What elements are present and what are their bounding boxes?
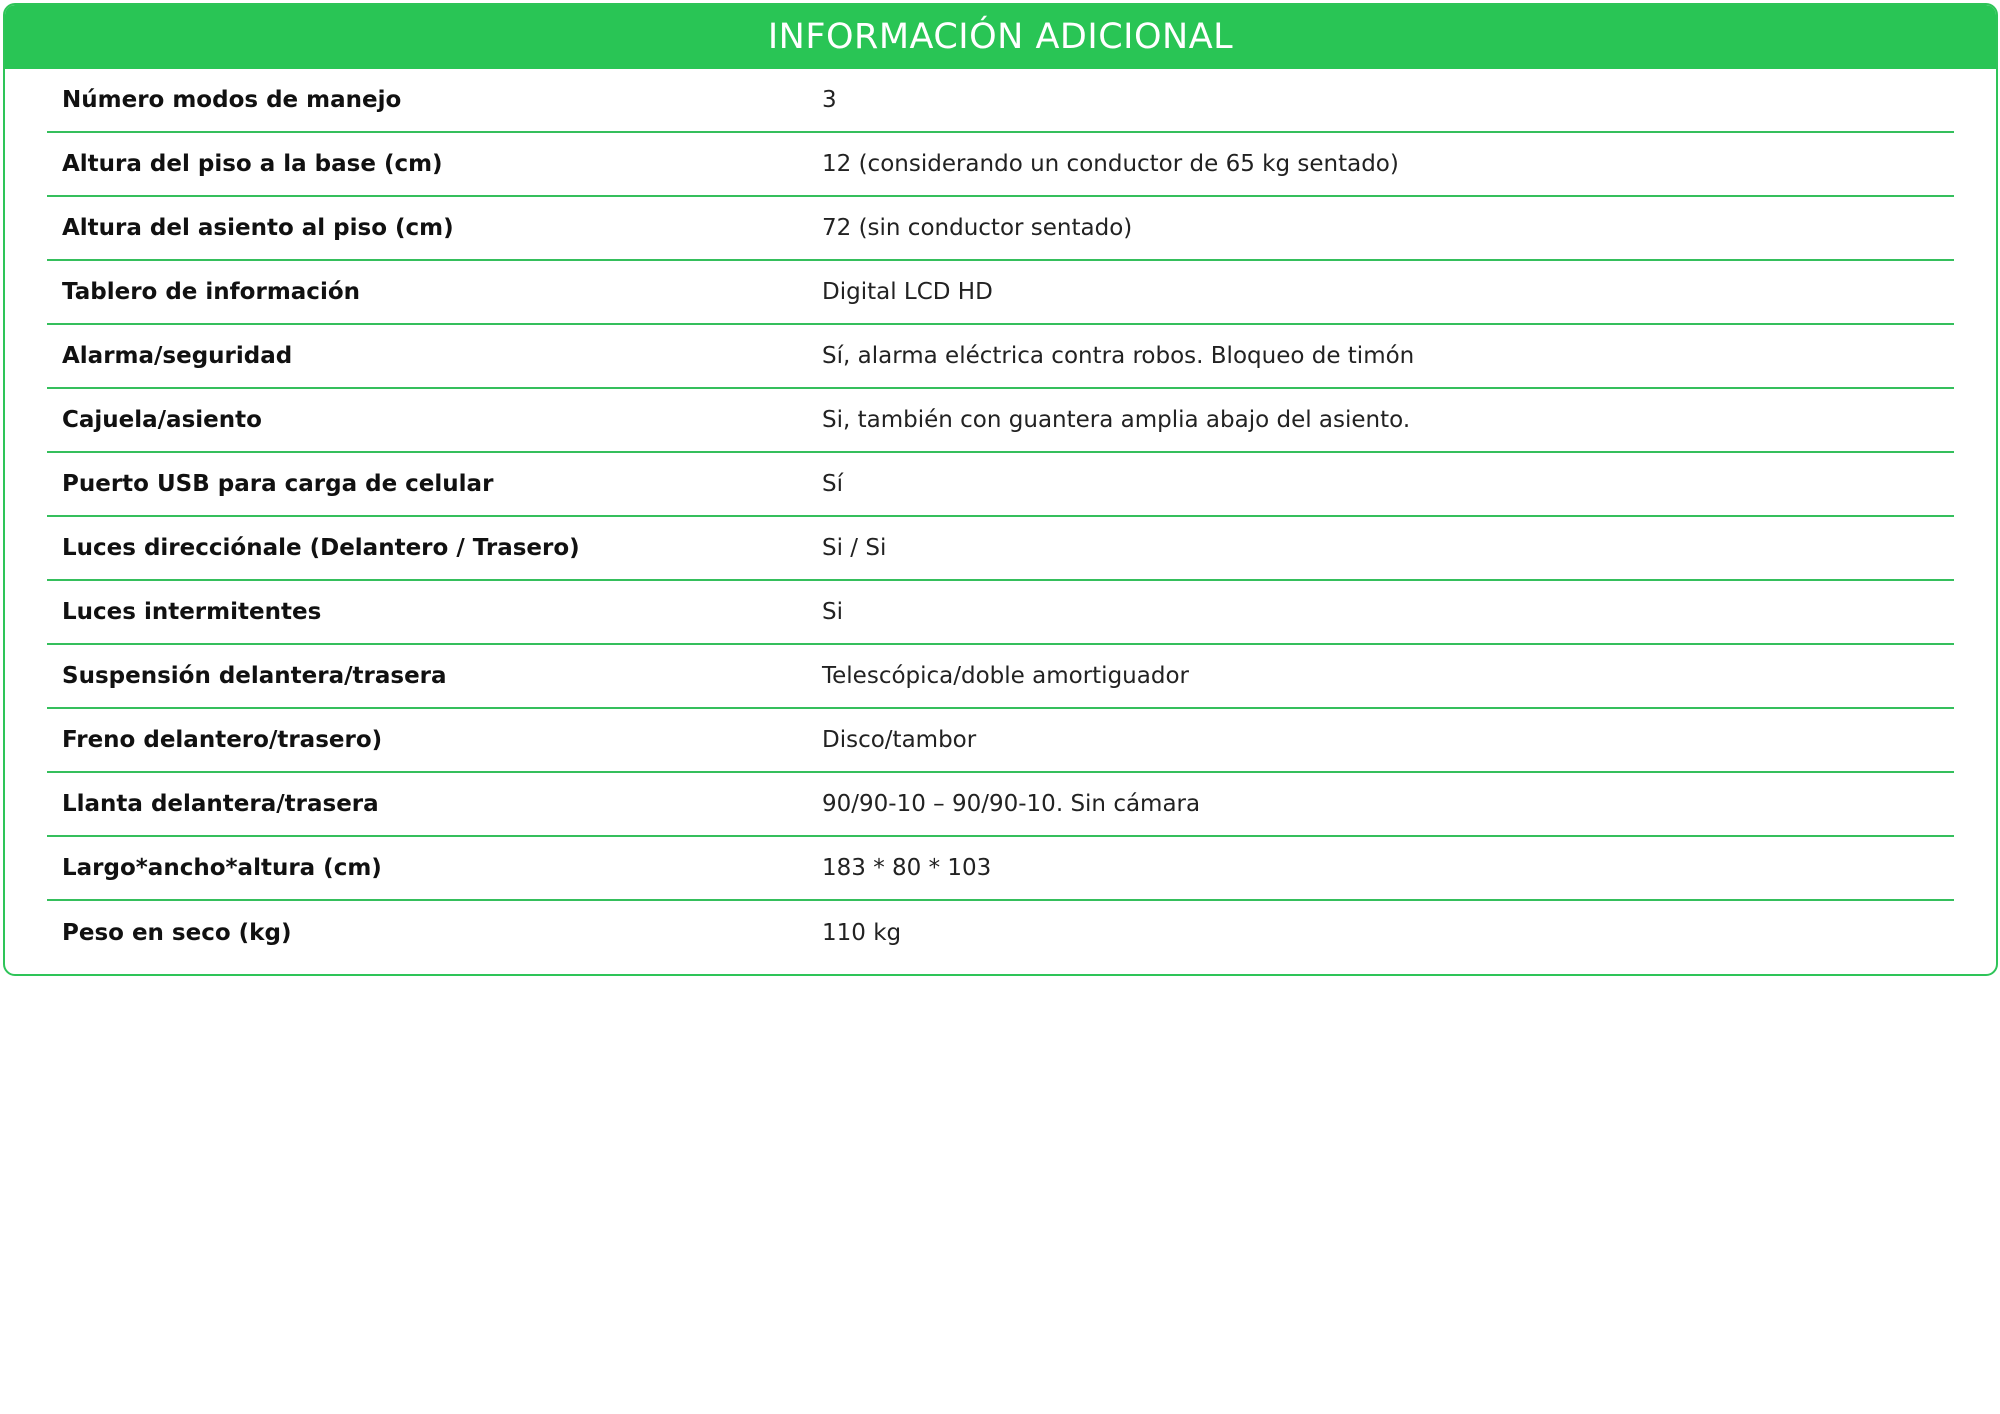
spec-label: Alarma/seguridad xyxy=(62,343,293,369)
spec-row xyxy=(47,645,1954,709)
spec-row xyxy=(47,837,1954,901)
spec-value: Si, también con guantera amplia abajo del asiento. xyxy=(822,407,1411,433)
spec-label: Tablero de información xyxy=(62,279,361,305)
spec-table xyxy=(47,69,1954,965)
spec-label: Freno delantero/trasero) xyxy=(62,727,383,753)
spec-row xyxy=(47,69,1954,133)
spec-row xyxy=(47,901,1954,965)
spec-value: Si / Si xyxy=(822,535,887,561)
spec-label: Suspensión delantera/trasera xyxy=(62,663,447,689)
spec-row xyxy=(47,389,1954,453)
spec-value: Disco/tambor xyxy=(822,727,977,753)
spec-value: 90/90-10 – 90/90-10. Sin cámara xyxy=(822,791,1201,817)
spec-value: Sí xyxy=(822,471,843,497)
spec-row xyxy=(47,517,1954,581)
spec-row xyxy=(47,709,1954,773)
spec-row xyxy=(47,453,1954,517)
spec-label: Altura del asiento al piso (cm) xyxy=(62,215,454,241)
spec-label: Peso en seco (kg) xyxy=(62,920,292,946)
spec-row xyxy=(47,197,1954,261)
spec-row xyxy=(47,133,1954,197)
spec-row xyxy=(47,261,1954,325)
spec-label: Cajuela/asiento xyxy=(62,407,262,433)
additional-info-card xyxy=(3,3,1998,976)
spec-row xyxy=(47,325,1954,389)
spec-value: Sí, alarma eléctrica contra robos. Bloqueo de timón xyxy=(822,343,1415,369)
spec-row xyxy=(47,581,1954,645)
card-title: INFORMACIÓN ADICIONAL xyxy=(767,17,1234,57)
spec-label: Largo*ancho*altura (cm) xyxy=(62,855,382,881)
spec-label: Número modos de manejo xyxy=(62,87,402,113)
card-header xyxy=(5,5,1996,69)
spec-label: Luces direcciónale (Delantero / Trasero) xyxy=(62,535,580,561)
spec-label: Llanta delantera/trasera xyxy=(62,791,379,817)
spec-label: Luces intermitentes xyxy=(62,599,322,625)
spec-value: 110 kg xyxy=(822,920,902,946)
spec-row xyxy=(47,773,1954,837)
spec-label: Puerto USB para carga de celular xyxy=(62,471,494,497)
spec-value: 12 (considerando un conductor de 65 kg sentado) xyxy=(822,151,1399,177)
spec-value: 72 (sin conductor sentado) xyxy=(822,215,1133,241)
spec-value: 183 * 80 * 103 xyxy=(822,855,992,881)
spec-value: Telescópica/doble amortiguador xyxy=(822,663,1189,689)
spec-value: Digital LCD HD xyxy=(822,279,993,305)
spec-value: Si xyxy=(822,599,843,625)
spec-label: Altura del piso a la base (cm) xyxy=(62,151,443,177)
spec-value: 3 xyxy=(822,87,837,113)
